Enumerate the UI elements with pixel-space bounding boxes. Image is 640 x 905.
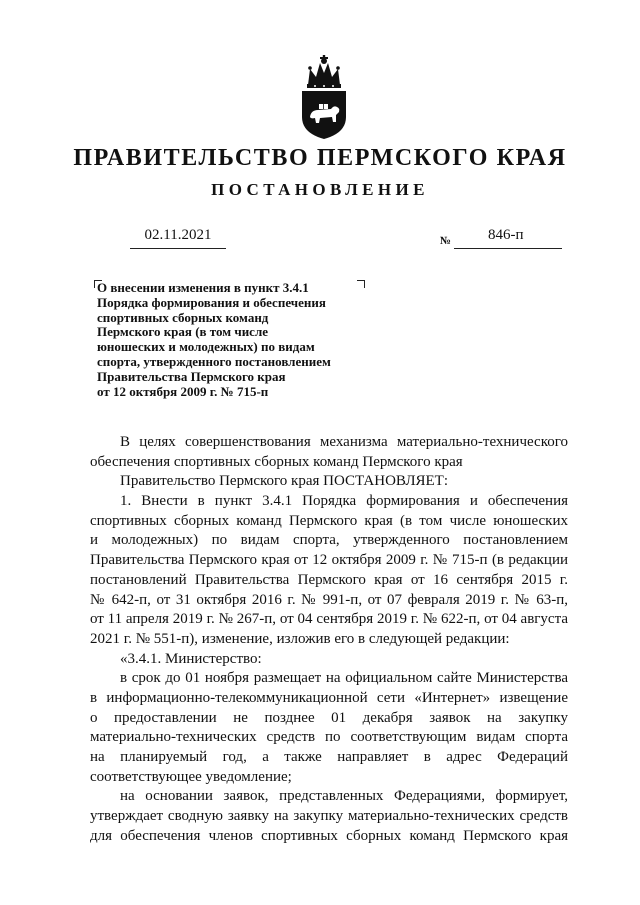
subject-line: Правительства Пермского края — [97, 368, 286, 384]
body-line: в информационно-телекоммуникационной сети «Интернет» извещение — [90, 689, 568, 706]
body-line: «3.4.1. Министерство: — [120, 650, 262, 667]
subject-line: Порядка формирования и обеспечения — [97, 294, 326, 310]
subject-line: спорта, утвержденного постановлением — [97, 353, 331, 369]
body-line: В целях совершенствования механизма материально-технического — [120, 434, 568, 450]
body-line: и молодежных) по видам спорта, утвержденного постановлением — [90, 532, 568, 549]
subject-line: спортивных сборных команд — [97, 309, 269, 325]
subject-line: от 12 октября 2009 г. № 715-п — [97, 383, 269, 399]
body-line: 2021 г. № 551-п), изменение, изложив его в следующей редакции: — [90, 630, 510, 647]
body-line: на планируемый год, а также направляет в адрес Федераций — [90, 749, 568, 765]
subject-line: юношеских и молодежных) по видам — [97, 339, 315, 355]
subject-line: О внесении изменения в пункт 3.4.1 — [97, 280, 309, 295]
number-sign: № — [440, 235, 452, 247]
body-line: обеспечения спортивных сборных команд Пермского края — [90, 453, 463, 470]
number-underline — [454, 248, 562, 249]
subject-line: Пермского края (в том числе — [97, 324, 269, 340]
body-line: от 11 апреля 2019 г. № 267-п, от 04 сентября 2019 г. № 622-п, от 04 августа — [90, 611, 568, 628]
date-field — [130, 226, 226, 249]
document-body — [90, 433, 568, 846]
number-field — [440, 226, 562, 252]
body-line: № 642-п, от 31 октября 2016 г. № 991-п, от 07 февраля 2019 г. № 63-п, — [90, 591, 568, 608]
body-line: о предоставлении не позднее 01 декабря заявок на закупку — [90, 709, 568, 726]
subject-heading — [97, 281, 387, 399]
body-line: утверждает сводную заявку на закупку материально-технических средств — [90, 808, 568, 825]
body-line: на основании заявок, представленных Федерациями, формирует, — [120, 788, 568, 805]
body-line: спортивных сборных команд Пермского края (в том числе юношеских — [90, 512, 568, 529]
body-line: соответствующее уведомление; — [90, 768, 292, 785]
government-title: ПРАВИТЕЛЬСТВО ПЕРМСКОГО КРАЯ — [73, 145, 567, 171]
body-line: постановлений Правительства Пермского края от 16 сентября 2015 г. — [90, 571, 568, 588]
document-type: ПОСТАНОВЛЕНИЕ — [211, 180, 429, 199]
body-line: для обеспечения членов спортивных сборных команд Пермского края — [90, 827, 568, 844]
document-date: 02.11.2021 — [144, 227, 212, 243]
body-line: материально-технических средств по соответствующим видам спорта — [90, 729, 568, 746]
document-number: 846-п — [488, 227, 524, 243]
coat-of-arms-icon — [298, 55, 350, 140]
body-line: Правительство Пермского края ПОСТАНОВЛЯЕТ: — [120, 473, 449, 490]
body-line: 1. Внести в пункт 3.4.1 Порядка формирования и обеспечения — [120, 493, 568, 510]
date-underline — [130, 248, 226, 249]
body-line: Правительства Пермского края от 12 октября 2009 г. № 715-п (в редакции — [90, 552, 568, 569]
body-line: в срок до 01 ноября размещает на официальном сайте Министерства — [120, 670, 568, 687]
